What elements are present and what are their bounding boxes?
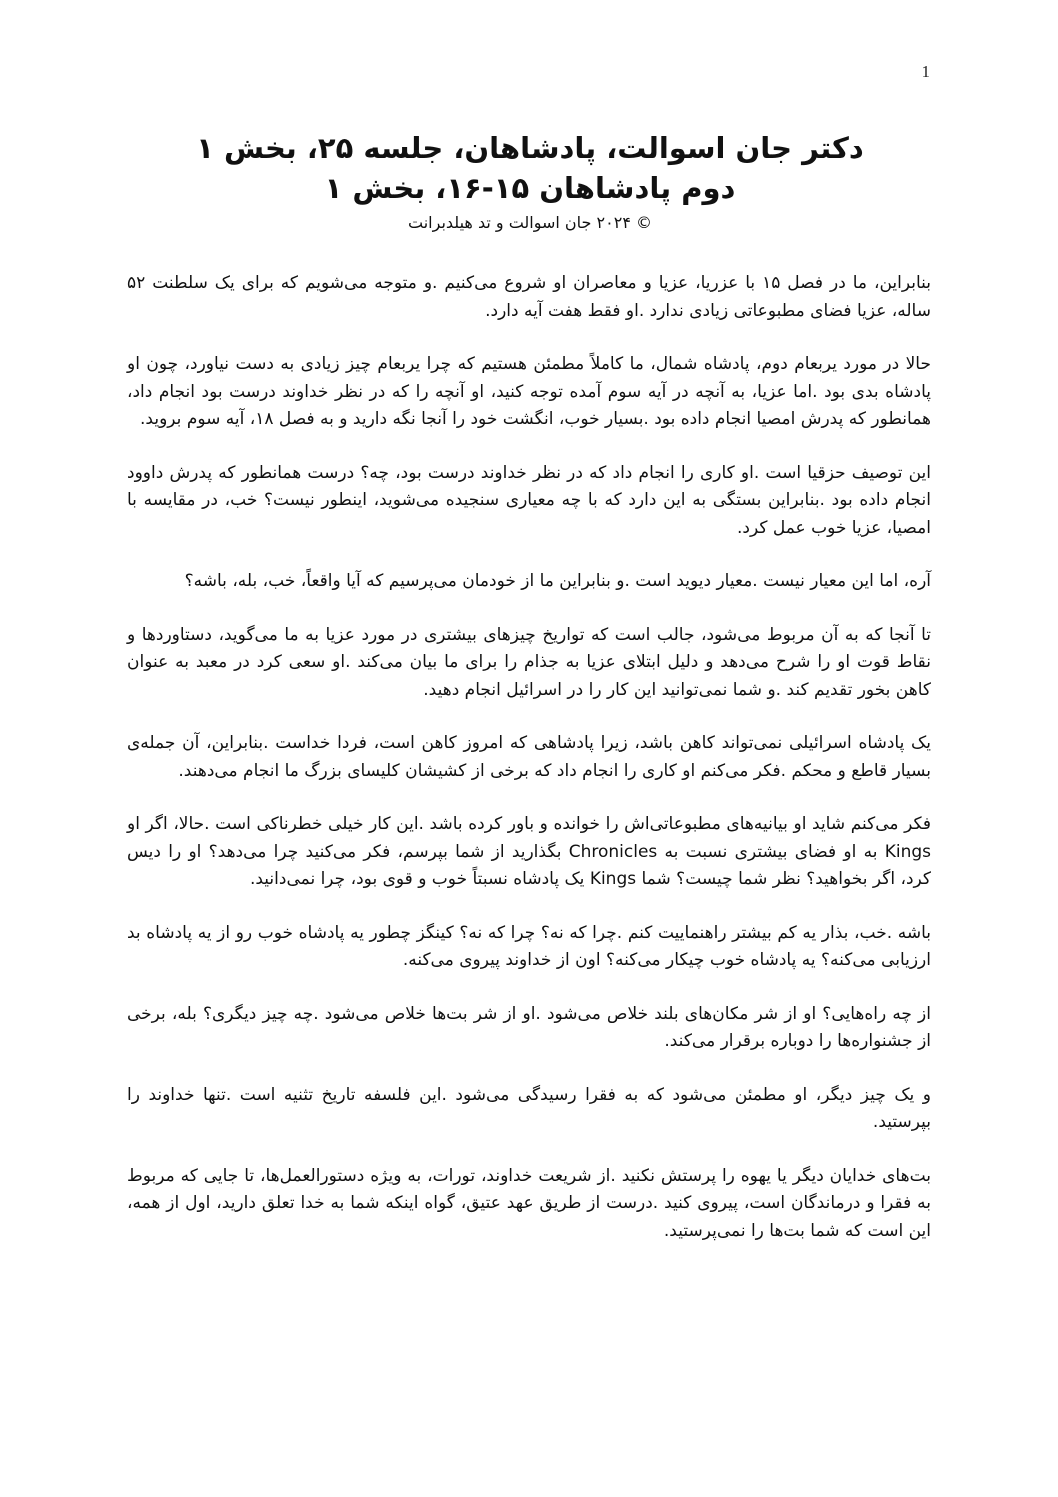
- paragraph: فکر می‌کنم شاید او بیانیه‌های مطبوعاتی‌اش را خوانده و باور کرده باشد .این کار خیلی خطرناکی است .حالا، اگر او Kings به او فضای بیشتری نسبت به Chronicles بگذارید از شما بپرسم، فکر می‌کنید چرا می‌دهد؟ او را دیس کرد، اگر بخواهید؟ نظر شما چیست؟ شما Kings یک پادشاه نسبتاً خوب و قوی بود، چرا نمی‌دانید.: [127, 814, 931, 889]
- paragraph: بت‌های خدایان دیگر یا یهوه را پرستش نکنید .از شریعت خداوند، تورات، به ویژه دستورالعمل‌ها، تا جایی که مربوط به فقرا و درماندگان است، پیروی کنید .درست از طریق عهد عتیق، گواه اینکه شما به خدا تعلق دارید، اول از همه، این است که شما بت‌ها را نمی‌پرستید.: [127, 1165, 931, 1241]
- paragraph: و یک چیز دیگر، او مطمئن می‌شود که به فقرا رسیدگی می‌شود .این فلسفه تاریخ تثنیه است .تنها خداوند را بپرستید.: [127, 1084, 931, 1132]
- document-body: [127, 270, 931, 1271]
- document-title: [130, 128, 930, 208]
- paragraph: از چه راه‌هایی؟ او از شر مکان‌های بلند خلاص می‌شود .او از شر بت‌ها خلاص می‌شود .چه چیز دیگری؟ بله، برخی از جشنواره‌ها را دوباره برقرار می‌کند.: [127, 1003, 931, 1051]
- paragraph: بنابراین، ما در فصل ۱۵ با عزریا، عزیا و معاصران او شروع می‌کنیم .و متوجه می‌شویم که برای یک سلطنت ۵۲ ساله، عزیا فضای مطبوعاتی زیادی ندارد .او فقط هفت آیه دارد.: [127, 273, 931, 321]
- document-header: [130, 128, 930, 234]
- paragraph: تا آنجا که به آن مربوط می‌شود، جالب است که تواریخ چیزهای بیشتری در مورد عزیا به ما می‌گوید، دستاوردها و نقاط قوت او را شرح می‌دهد و دلیل ابتلای عزیا به جذام را برای ما بیان می‌کند .او سعی کرد در معبد به عنوان کاهن بخور تقدیم کند .و شما نمی‌توانید این کار را در اسرائیل انجام دهید.: [127, 624, 931, 700]
- paragraph: آره، اما این معیار نیست .معیار دیوید است .و بنابراین ما از خودمان می‌پرسیم که آیا واقعاً، خب، بله، باشه؟: [184, 571, 931, 591]
- paragraph: یک پادشاه اسرائیلی نمی‌تواند کاهن باشد، زیرا پادشاهی که امروز کاهن است، فردا خداست .بنابراین، آن جمله‌ی بسیار قاطع و محکم .فکر می‌کنم او کاری را انجام داد که برخی از کشیشان کلیسای بزرگ ما انجام می‌دهند.: [127, 733, 931, 781]
- title-line-1: دکتر جان اسوالت، پادشاهان، جلسه ۲۵، بخش ۱: [196, 131, 864, 165]
- title-line-2: دوم پادشاهان ۱۵-۱۶، بخش ۱: [324, 171, 736, 205]
- paragraph: حالا در مورد یربعام دوم، پادشاه شمال، ما کاملاً مطمئن هستیم که چرا یربعام چیز زیادی به دست نیاورد، چون او پادشاه بدی بود .اما عزیا، به آنچه در آیه سوم آمده توجه کنید، او آنچه را که در نظر خداوند درست بود انجام داد، همانطور که پدرش امصیا انجام داده بود .بسیار خوب، انگشت خود را آنجا نگه دارید و به فصل ۱۸، آیه سوم بروید.: [127, 354, 931, 429]
- paragraph: باشه .خب، بذار یه کم بیشتر راهنماییت کنم .چرا که نه؟ چرا که نه؟ کینگز چطور یه پادشاه خوب رو از یه پادشاه بد ارزیابی می‌کنه؟ یه پادشاه خوب چیکار می‌کنه؟ اون از خداوند پیروی می‌کنه.: [127, 922, 931, 970]
- paragraph: این توصیف حزقیا است .او کاری را انجام داد که در نظر خداوند درست بود، چه؟ درست همانطور که پدرش داوود انجام داده بود .بنابراین بستگی به این دارد که با چه معیاری سنجیده می‌شوید، اینطور نیست؟ خب، در مقایسه با امصیا، عزیا خوب عمل کرد.: [127, 462, 931, 538]
- copyright-line: © ۲۰۲۴ جان اسوالت و تد هیلدبرانت: [408, 213, 652, 232]
- page-number: 1: [921, 62, 930, 81]
